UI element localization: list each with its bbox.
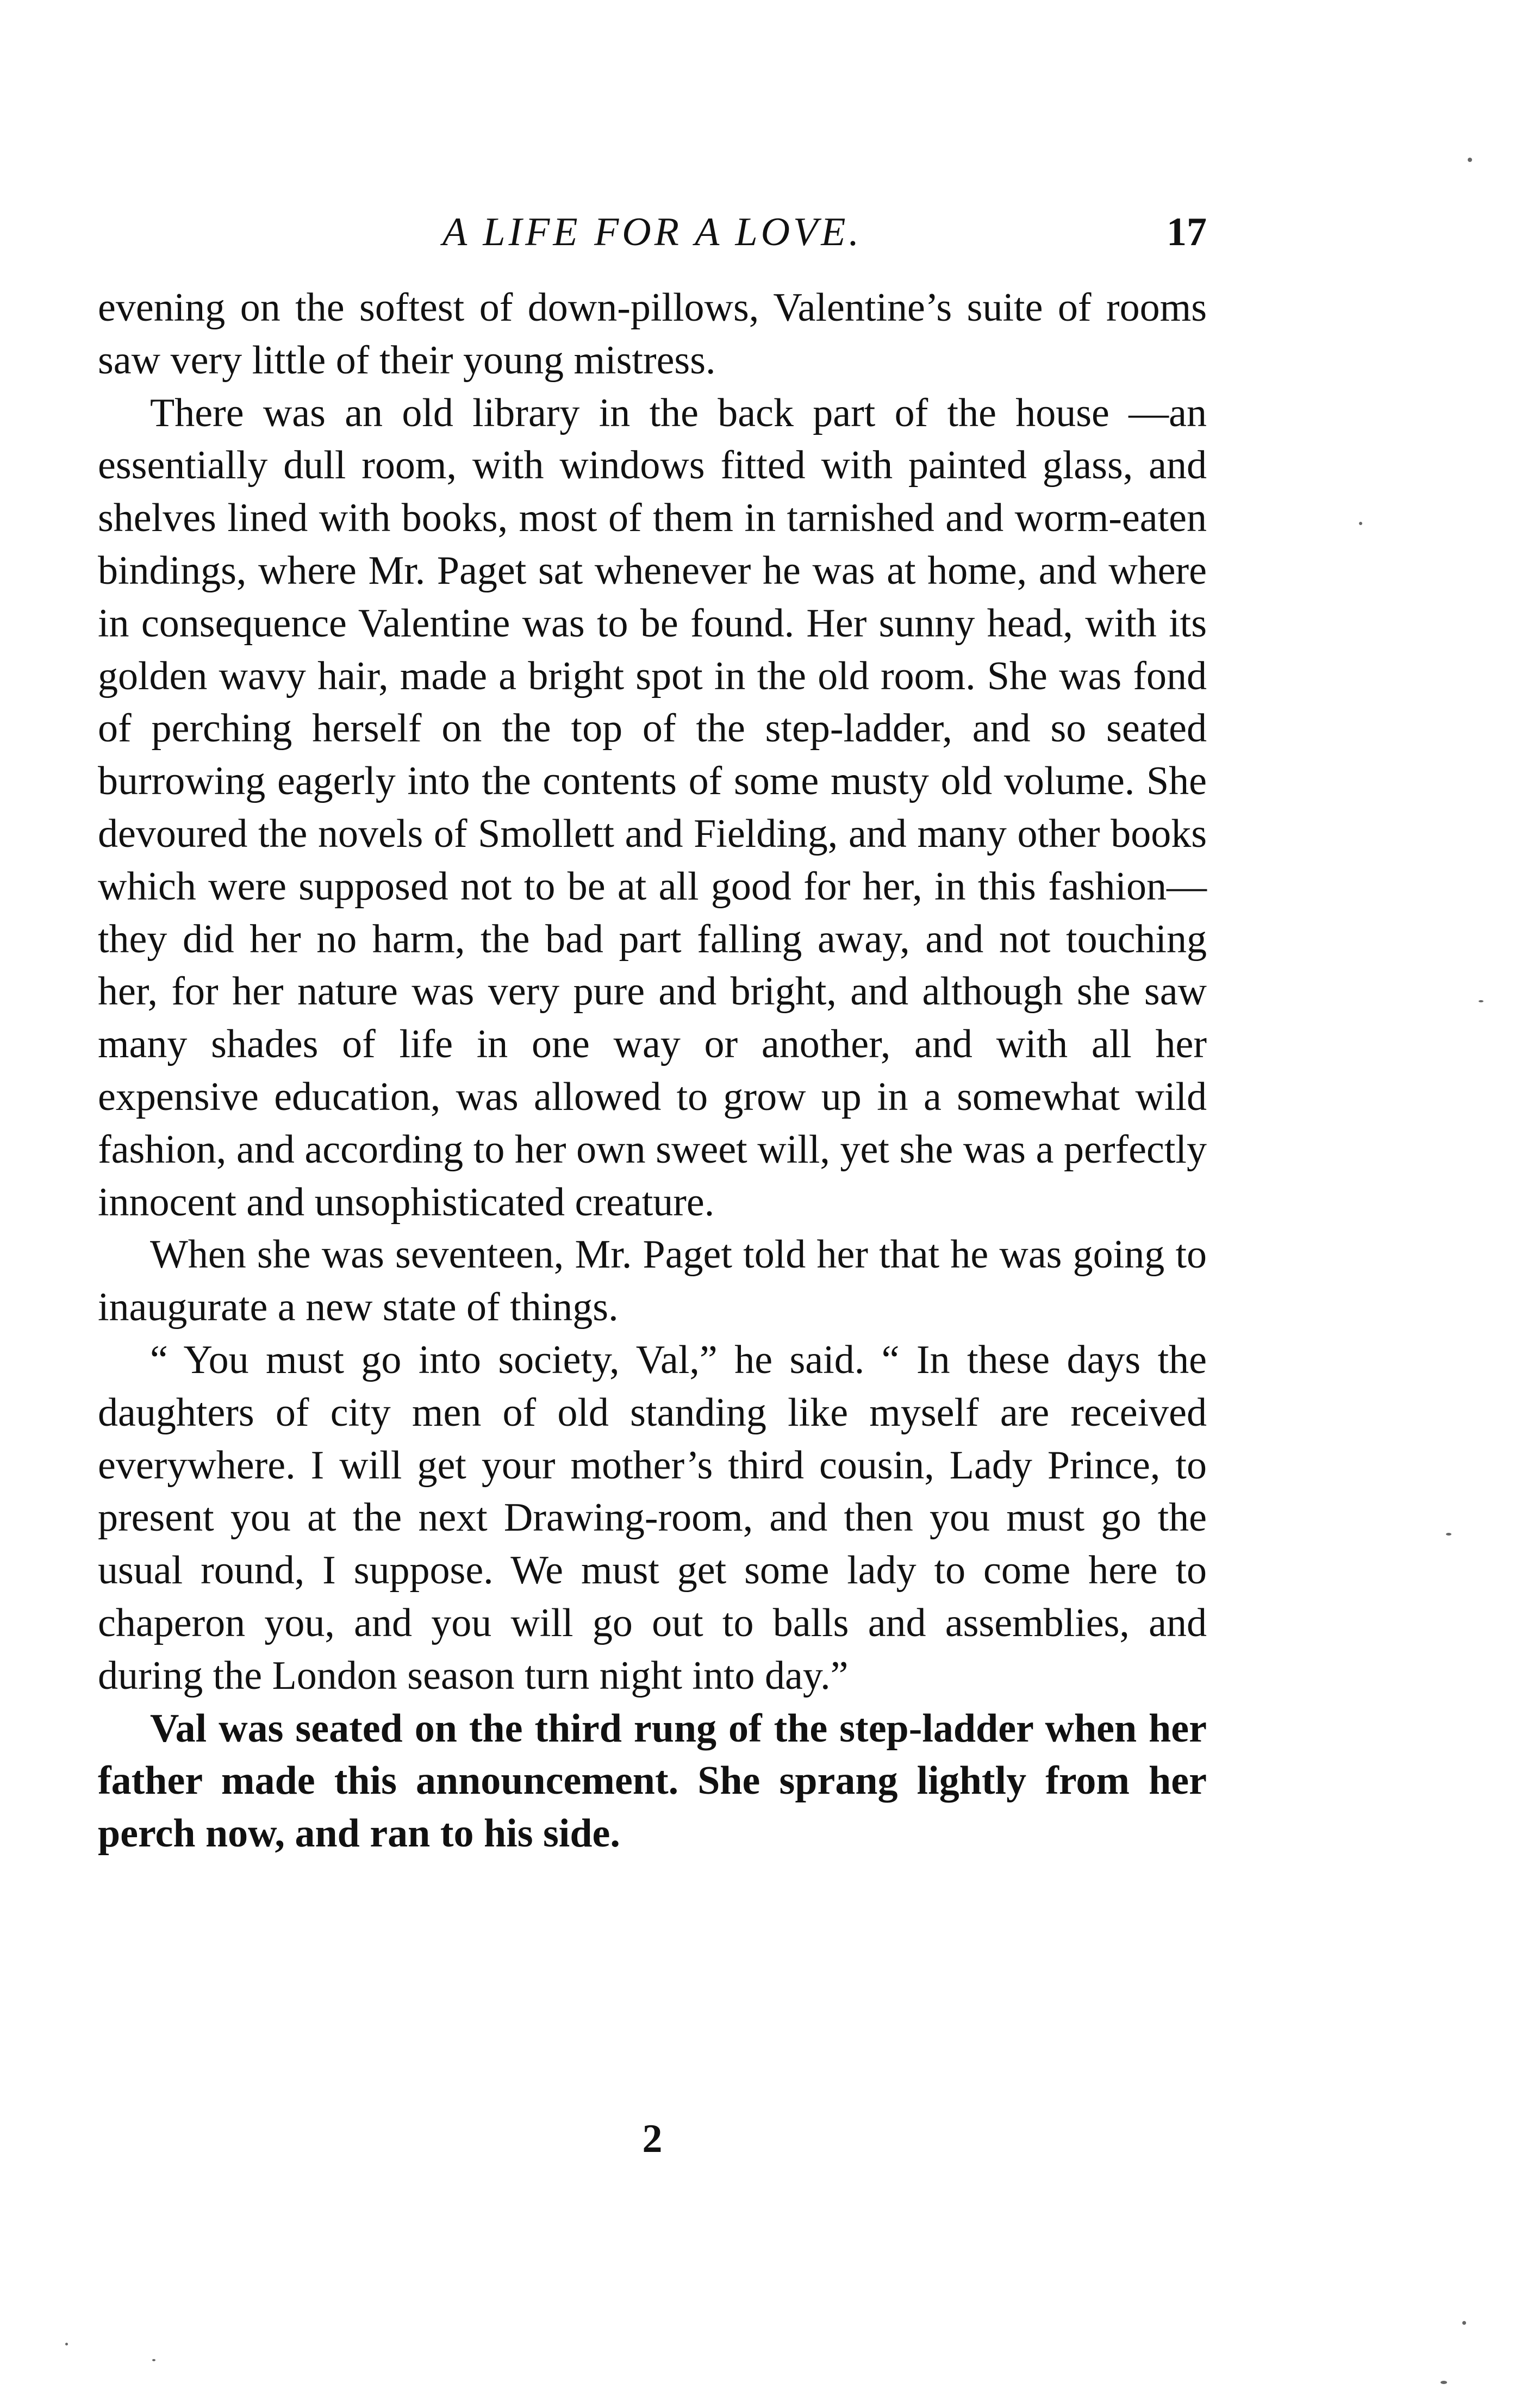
running-head bbox=[98, 202, 1207, 262]
scan-speck bbox=[152, 2359, 155, 2361]
paragraph-4: “ You must go into society, Val,” he said. “ In these days the daughters of city men of old standing like myself are received everywhere. I will get your mother’s third cousin, Lady Prince, to present you at the next Drawing-room, and then you must go the usual round, I suppose. We must get some lady to come here to chaperon you, and you will go out to balls and assemblies, and during the London season turn night into day.” bbox=[98, 1337, 1207, 1698]
page-number: 17 bbox=[1167, 210, 1207, 254]
scan-speck bbox=[1468, 158, 1472, 162]
scan-speck bbox=[1359, 522, 1362, 525]
signature-mark: 2 bbox=[642, 2117, 663, 2161]
scan-speck bbox=[1479, 1000, 1483, 1002]
scan-speck bbox=[1446, 1533, 1451, 1536]
scan-speck bbox=[65, 2343, 68, 2345]
paragraph-1: evening on the softest of down-pillows, Valentine’s suite of rooms saw very little of their young mistress. bbox=[98, 285, 1207, 383]
running-title: A LIFE FOR A LOVE. bbox=[442, 210, 862, 254]
scan-speck bbox=[1441, 2381, 1447, 2384]
scan-speck bbox=[1462, 2321, 1466, 2325]
body-text bbox=[98, 282, 1207, 1860]
paragraph-2: There was an old library in the back part of the house —an essentially dull room, with windows fitted with painted glass, and shelves lined with books, most of them in tarnished and worm-eaten bindings, where Mr. Paget sat whenever he was at home, and where in consequence Valentine was to be found. Her sunny head, with its golden wavy hair, made a bright spot in the old room. She was fond of perching herself on the top of the step-ladder, and so seated burrowing eagerly into the contents of some musty old volume. She devoured the novels of Smollett and Fielding, and many other books which were supposed not to be at all good for her, in this fashion— they did her no harm, the bad part falling away, and not touching her, for her nature was very pure and bright, and although she saw many shades of life in one way or another, and with all her expensive education, was allowed to grow up in a somewhat wild fashion, and according to her own sweet will, yet she was a perfectly innocent and unsophisticated creature. bbox=[98, 390, 1207, 1225]
paragraph-3: When she was seventeen, Mr. Paget told her that he was going to inaugurate a new state of things. bbox=[98, 1232, 1207, 1330]
paragraph-5: Val was seated on the third rung of the step-ladder when her father made this announcement. She sprang lightly from her perch now, and ran to his side. bbox=[98, 1706, 1207, 1856]
